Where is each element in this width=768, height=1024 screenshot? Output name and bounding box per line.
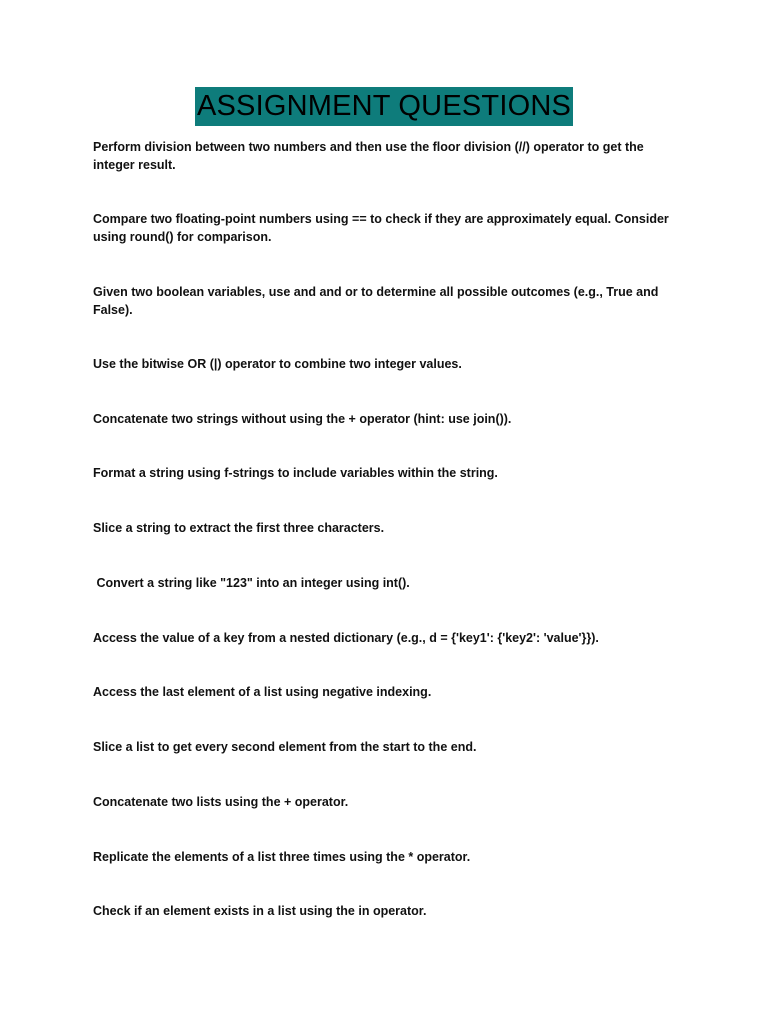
question-item: Convert a string like "123" into an integer using int(). xyxy=(93,576,410,590)
question-item: Use the bitwise OR (|) operator to combine two integer values. xyxy=(93,357,462,371)
question-item: Access the last element of a list using negative indexing. xyxy=(93,685,432,699)
question-item: Perform division between two numbers and then use the floor division (//) operator to get the integer result. xyxy=(93,140,644,172)
question-item: Given two boolean variables, use and and or to determine all possible outcomes (e.g., True and False). xyxy=(93,285,659,317)
question-item: Concatenate two strings without using the + operator (hint: use join()). xyxy=(93,412,512,426)
question-item: Concatenate two lists using the + operator. xyxy=(93,795,349,809)
title-container xyxy=(0,87,768,126)
document-title: ASSIGNMENT QUESTIONS xyxy=(195,87,573,126)
question-item: Compare two floating-point numbers using == to check if they are approximately equal. Consider using round() for comparison. xyxy=(93,212,669,244)
question-item: Slice a string to extract the first three characters. xyxy=(93,521,385,535)
question-item: Replicate the elements of a list three times using the * operator. xyxy=(93,850,471,864)
question-item: Slice a list to get every second element from the start to the end. xyxy=(93,740,477,754)
question-item: Access the value of a key from a nested dictionary (e.g., d = {'key1': {'key2': 'value'}}). xyxy=(93,631,599,645)
question-item: Format a string using f-strings to include variables within the string. xyxy=(93,466,498,480)
question-item: Check if an element exists in a list using the in operator. xyxy=(93,904,427,918)
